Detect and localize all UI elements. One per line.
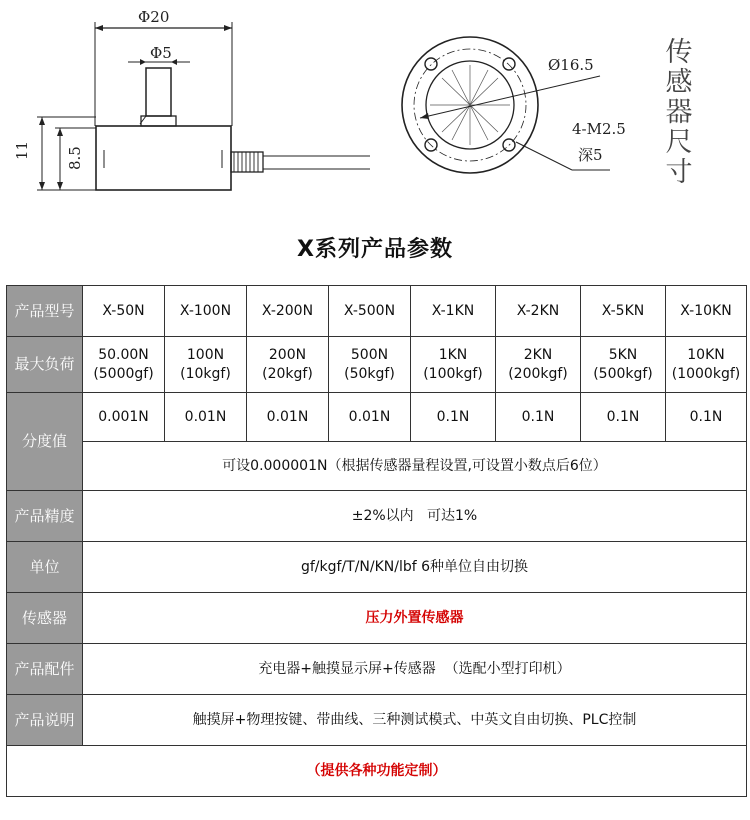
model-cell: X-100N xyxy=(165,286,247,337)
model-cell: X-50N xyxy=(83,286,165,337)
model-cell: X-1KN xyxy=(411,286,496,337)
sensor-label: 传感器 xyxy=(7,593,83,644)
sensor-dimension-drawing xyxy=(0,0,750,225)
resolution-cell: 0.01N xyxy=(165,393,247,442)
description-value: 触摸屏+物理按键、带曲线、三种测试模式、中英文自由切换、PLC控制 xyxy=(83,695,747,746)
row-sensor xyxy=(7,593,747,644)
max-load-cell: 10KN (1000kgf) xyxy=(666,337,747,393)
row-unit xyxy=(7,542,747,593)
accessories-label: 产品配件 xyxy=(7,644,83,695)
vertical-label: 传感器尺寸 xyxy=(665,37,693,188)
resolution-cell: 0.01N xyxy=(329,393,411,442)
resolution-cell: 0.1N xyxy=(411,393,496,442)
dim-height-body: 8.5 xyxy=(66,146,84,170)
resolution-note: 可设0.000001N（根据传感器量程设置,可设置小数点后6位） xyxy=(83,442,747,491)
spec-table xyxy=(6,285,747,797)
dim-depth: 深5 xyxy=(578,146,603,164)
max-load-cell: 2KN (200kgf) xyxy=(496,337,581,393)
row-description xyxy=(7,695,747,746)
row-accuracy xyxy=(7,491,747,542)
description-label: 产品说明 xyxy=(7,695,83,746)
dim-outer-diameter: Φ20 xyxy=(138,8,170,26)
model-cell: X-5KN xyxy=(581,286,666,337)
row-model xyxy=(7,286,747,337)
dim-stud-diameter: Φ5 xyxy=(150,44,172,62)
resolution-label: 分度值 xyxy=(7,393,83,491)
row-resolution-note xyxy=(7,442,747,491)
row-accessories xyxy=(7,644,747,695)
custom-note: （提供各种功能定制） xyxy=(7,746,747,797)
dim-height-total: 11 xyxy=(13,140,31,160)
max-load-cell: 5KN (500kgf) xyxy=(581,337,666,393)
max-load-label: 最大负荷 xyxy=(7,337,83,393)
model-label: 产品型号 xyxy=(7,286,83,337)
model-cell: X-200N xyxy=(247,286,329,337)
accuracy-value: ±2%以内 可达1% xyxy=(83,491,747,542)
max-load-cell: 100N (10kgf) xyxy=(165,337,247,393)
row-max-load xyxy=(7,337,747,393)
unit-value: gf/kgf/T/N/KN/lbf 6种单位自由切换 xyxy=(83,542,747,593)
dim-holes: 4-M2.5 xyxy=(572,120,626,138)
sensor-value: 压力外置传感器 xyxy=(83,593,747,644)
unit-label: 单位 xyxy=(7,542,83,593)
max-load-cell: 500N (50kgf) xyxy=(329,337,411,393)
resolution-cell: 0.1N xyxy=(581,393,666,442)
max-load-cell: 50.00N (5000gf) xyxy=(83,337,165,393)
resolution-cell: 0.1N xyxy=(666,393,747,442)
resolution-cell: 0.001N xyxy=(83,393,165,442)
resolution-cell: 0.1N xyxy=(496,393,581,442)
model-cell: X-10KN xyxy=(666,286,747,337)
max-load-cell: 1KN (100kgf) xyxy=(411,337,496,393)
accuracy-label: 产品精度 xyxy=(7,491,83,542)
row-custom xyxy=(7,746,747,797)
side-view xyxy=(37,22,370,190)
resolution-cell: 0.01N xyxy=(247,393,329,442)
model-cell: X-2KN xyxy=(496,286,581,337)
row-resolution xyxy=(7,393,747,442)
model-cell: X-500N xyxy=(329,286,411,337)
max-load-cell: 200N (20kgf) xyxy=(247,337,329,393)
dim-bolt-circle: Ø16.5 xyxy=(548,56,594,74)
page-title: X系列产品参数 xyxy=(297,237,453,262)
accessories-value: 充电器+触摸显示屏+传感器 （选配小型打印机） xyxy=(83,644,747,695)
